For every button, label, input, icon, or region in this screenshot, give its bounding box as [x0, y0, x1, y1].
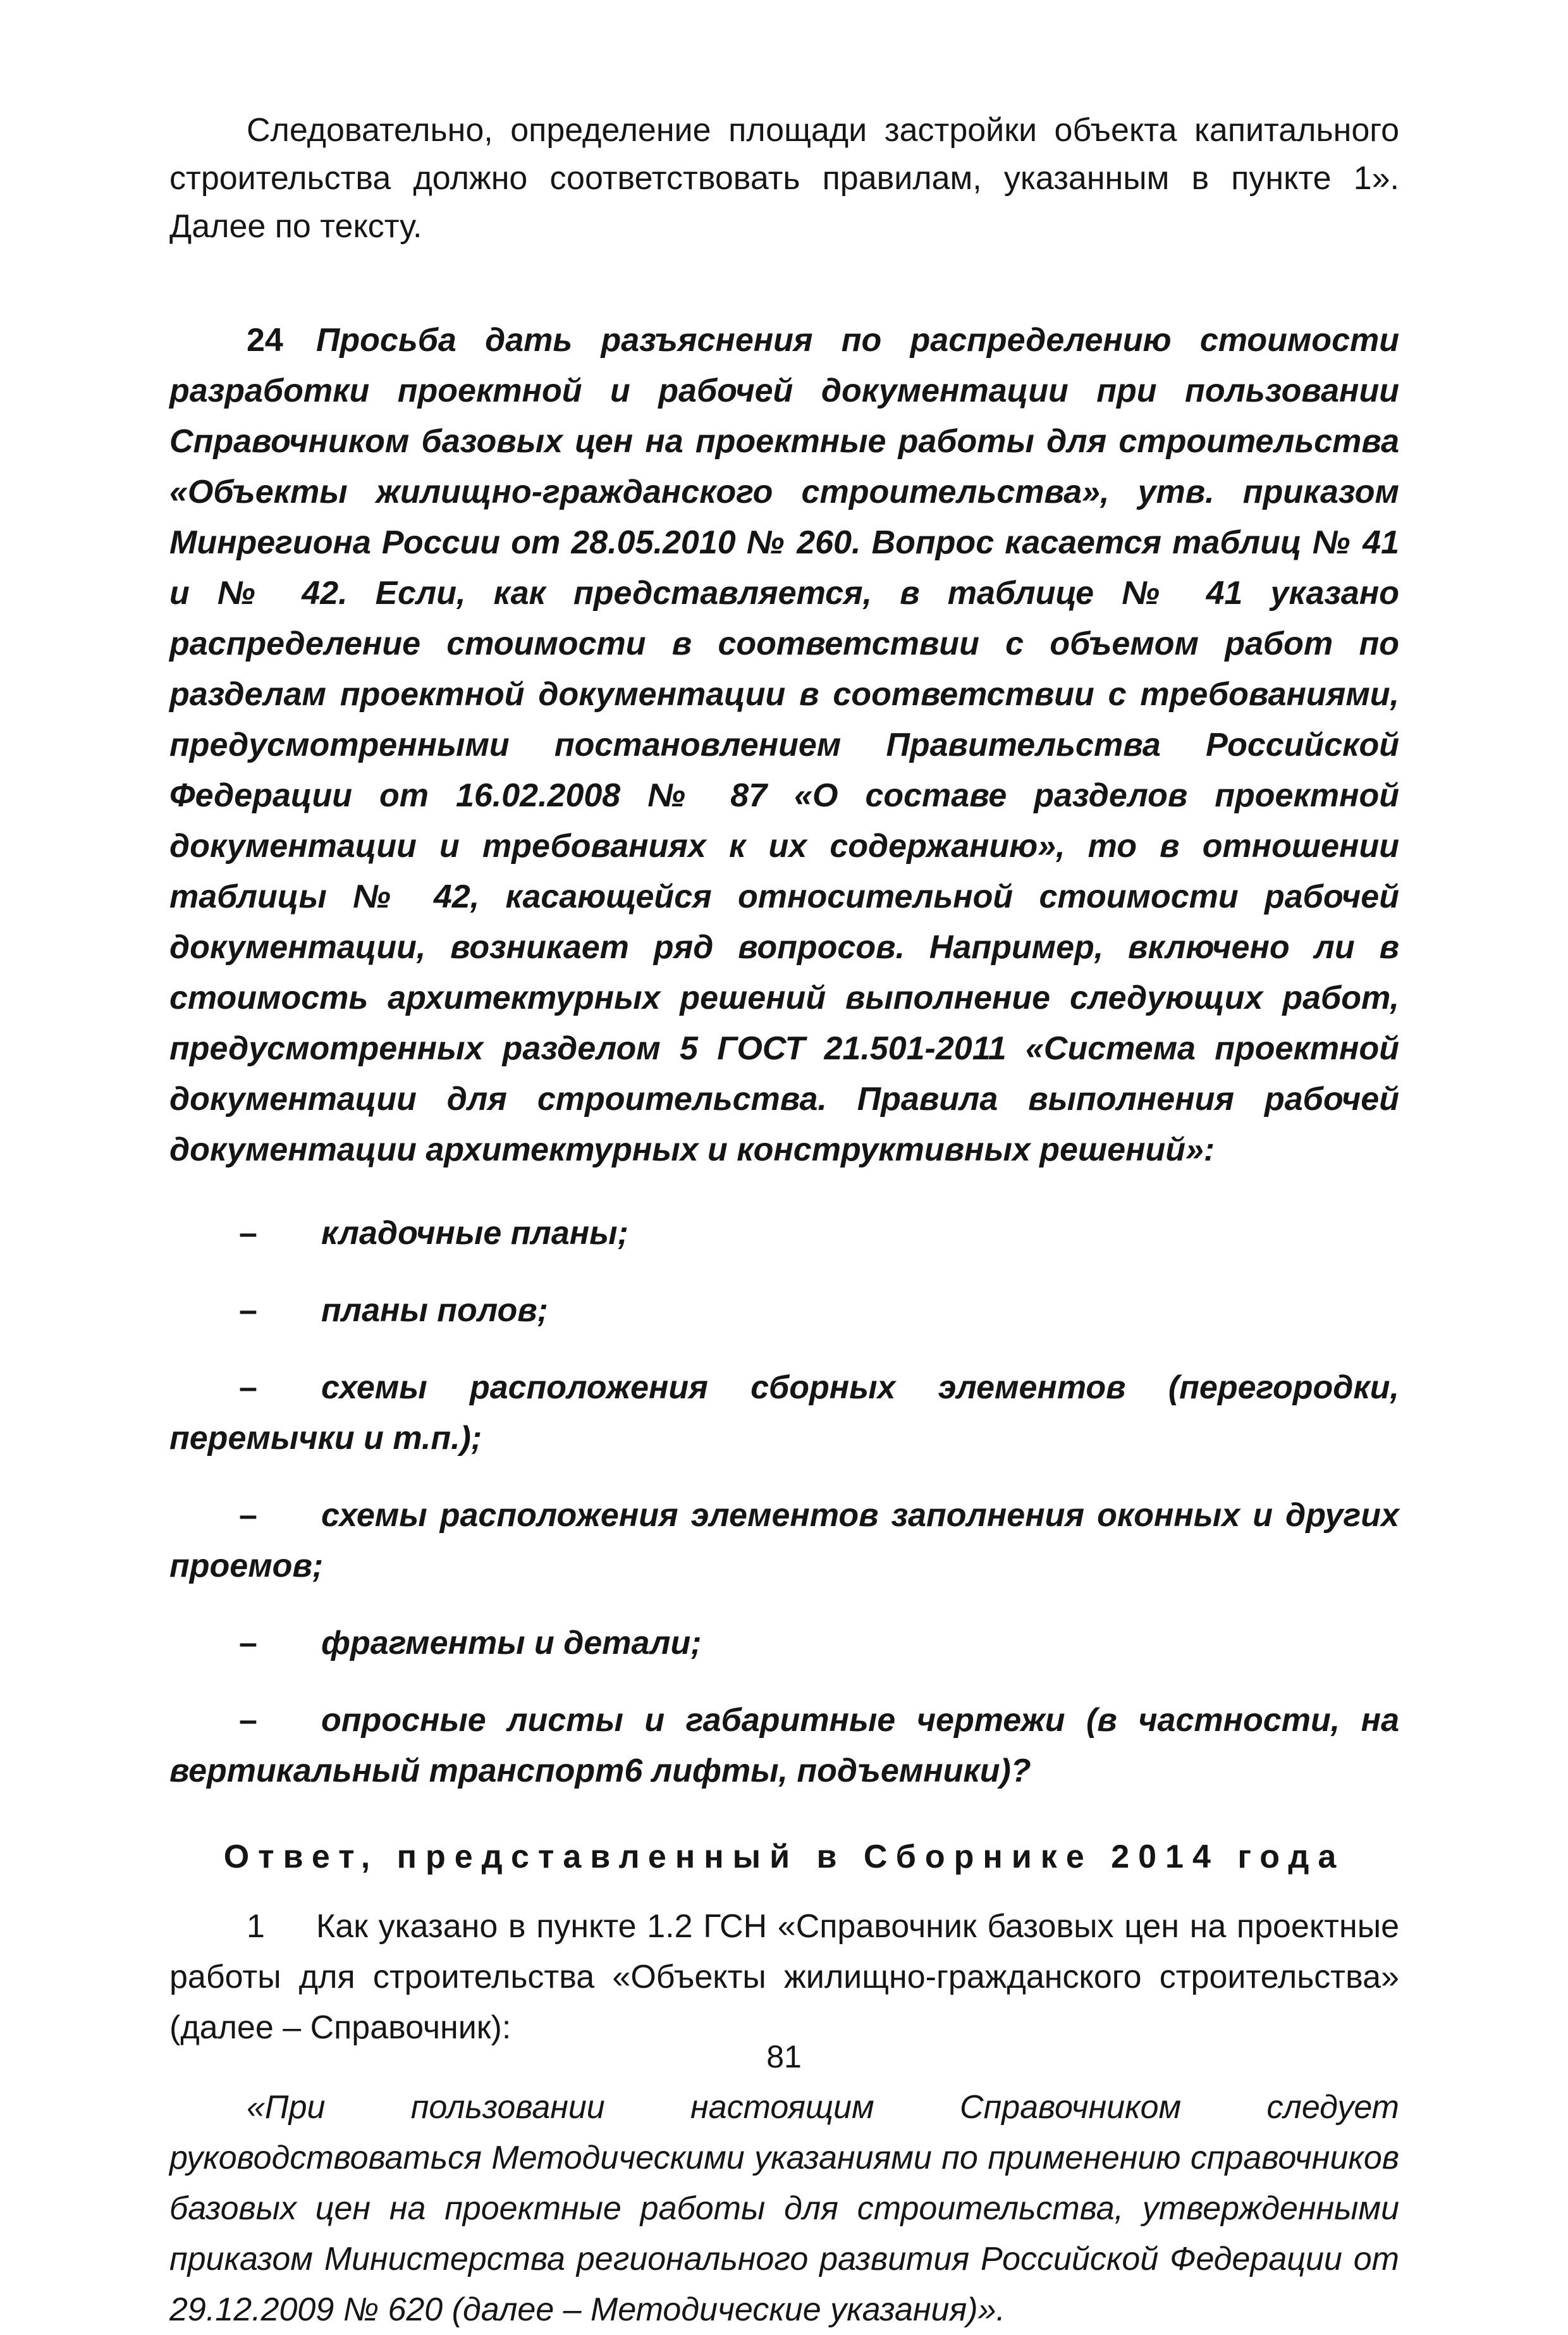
answer-heading: Ответ, представленный в Сборнике 2014 года — [223, 1839, 1345, 1875]
list-item-text: фрагменты и детали; — [321, 1625, 702, 1661]
dash-marker: – — [239, 1215, 257, 1252]
answer-paragraph — [169, 1901, 1399, 2053]
list-item-text: схемы расположения сборных элементов (перегородки, перемычки и т.п.); — [169, 1369, 1399, 1457]
list-item — [169, 1362, 1399, 1463]
dash-marker: – — [239, 1292, 257, 1329]
list-item — [169, 1618, 1399, 1668]
list-item — [169, 1208, 1399, 1259]
list-item-text: планы полов; — [321, 1292, 548, 1329]
dash-marker: – — [239, 1369, 257, 1406]
list-item-text: кладочные планы; — [321, 1215, 628, 1252]
list-item — [169, 1695, 1399, 1796]
answer-quote: «При пользовании настоящим Справочником следует руководствоваться Методическими указаниями по применению справочников базовых цен на проектные работы для строительства, утвержденными приказом Министерства регионального развития Российской Федерации от 29.12.2009 № 620 (далее – Методические указания)». — [169, 2089, 1399, 2328]
list-item — [169, 1285, 1399, 1336]
question-text: Просьба дать разъяснения по распределению стоимости разработки проектной и рабочей документации при пользовании Справочником базовых цен на проектные работы для строительства «Объекты жилищно-гражданского строительства», утв. приказом Минрегиона России от 28.05.2010 № 260. Вопрос касается таблиц № 41 и № 42. Если, как представляется, в таблице № 41 указано распределение стоимости в соответствии с объемом работ по разделам проектной документации в соответствии с требованиями, предусмотренными постановлением Правительства Российской Федерации от 16.02.2008 № 87 «О составе разделов проектной документации и требованиях к их содержанию», то в отношении таблицы № 42, касающейся относительной стоимости рабочей документации, возникает ряд вопросов. Например, включено ли в стоимость архитектурных решений выполнение следующих работ, предусмотренных разделом 5 ГОСТ 21.501-2011 «Система проектной документации для строительства. Правила выполнения рабочей документации архитектурных и конструктивных решений»: — [169, 322, 1399, 1168]
dash-marker: – — [239, 1702, 257, 1739]
question-paragraph — [169, 315, 1399, 1175]
list-item-text: схемы расположения элементов заполнения оконных и других проемов; — [169, 1497, 1399, 1584]
dash-marker: – — [239, 1497, 257, 1534]
page-content — [169, 106, 1399, 2335]
list-item-text: опросные листы и габаритные чертежи (в частности, на вертикальный транспорт6 лифты, подъемники)? — [169, 1702, 1399, 1789]
question-number: 24 — [247, 322, 283, 359]
dash-list — [169, 1208, 1399, 1796]
page-number: 81 — [766, 2039, 802, 2074]
answer-text: Как указано в пункте 1.2 ГСН «Справочник базовых цен на проектные работы для строительства «Объекты жилищно-гражданского строительства» (далее – Справочник): — [169, 1908, 1399, 2046]
list-item — [169, 1490, 1399, 1591]
dash-marker: – — [239, 1625, 257, 1661]
answer-number: 1 — [247, 1908, 265, 1945]
intro-paragraph: Следовательно, определение площади застройки объекта капитального строительства должно соответствовать правилам, указанным в пункте 1». Далее по тексту. — [169, 112, 1399, 245]
